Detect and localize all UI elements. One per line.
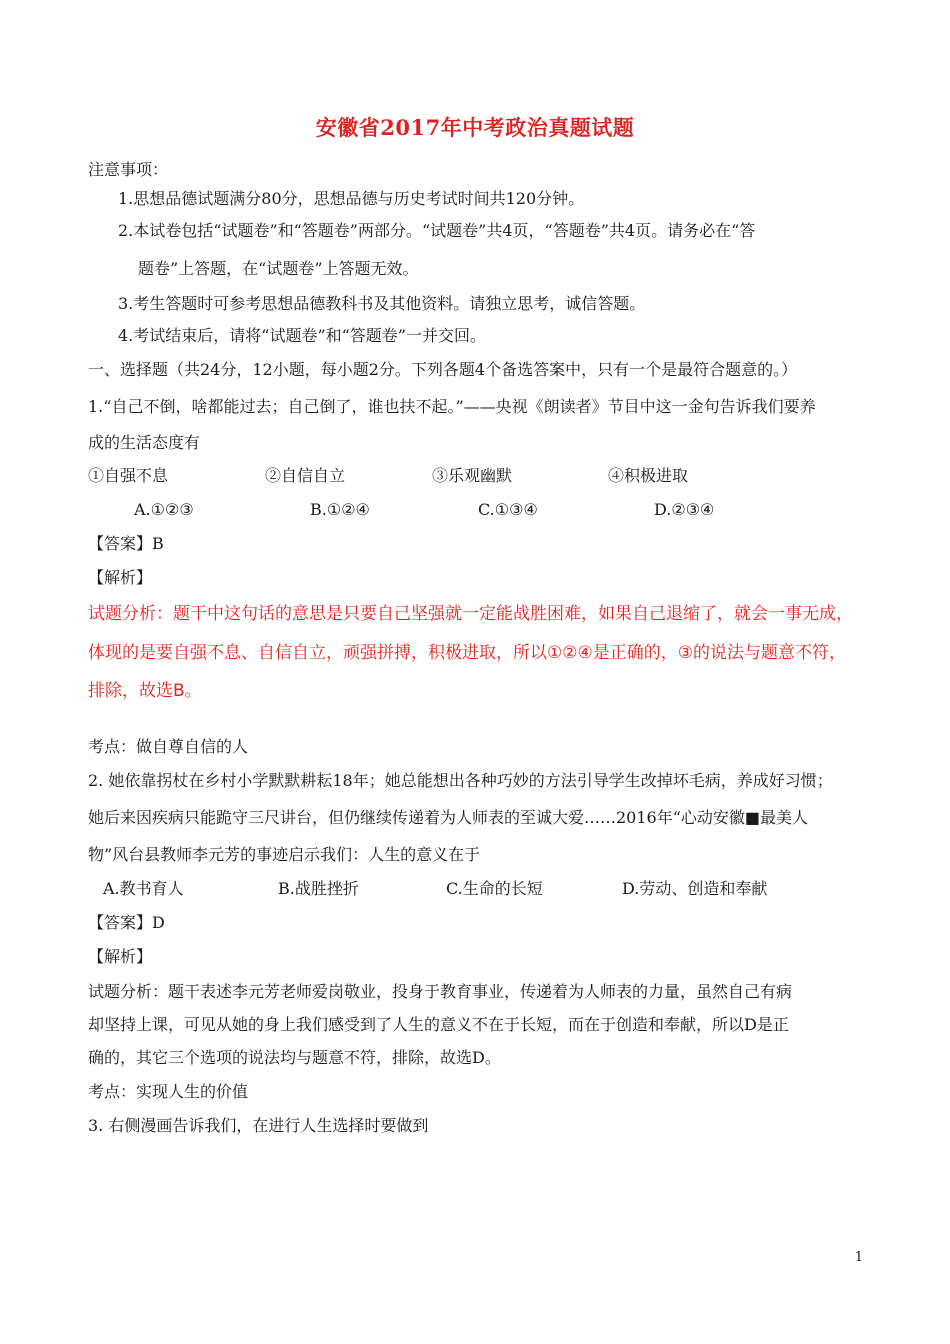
q1-item-4: ④积极进取 [608,466,689,485]
page-number: 1 [854,1250,863,1265]
q2-answer: 【答案】D [88,913,165,932]
q2-analysis-label: 【解析】 [88,947,153,966]
page-title: 安徽省2017年中考政治真题试题 [315,115,635,140]
q1-point: 考点：做自尊自信的人 [88,737,249,756]
q2-option-d: D.劳动、创造和奉献 [622,879,768,898]
q3-stem: 3. 右侧漫画告诉我们，在进行人生选择时要做到 [88,1116,429,1135]
notice-heading: 注意事项： [88,160,169,179]
q2-analysis-line2: 却坚持上课，可见从她的身上我们感受到了人生的意义不在于长短，而在于创造和奉献，所以D是正 [88,1015,789,1034]
q1-answer: 【答案】B [88,534,164,553]
q1-analysis-line1: 试题分析：题干中这句话的意思是只要自己坚强就一定能战胜困难，如果自己退缩了，就会一事无成， [88,604,853,624]
q2-analysis-line3: 确的，其它三个选项的说法均与题意不符，排除，故选D。 [88,1048,501,1067]
q2-point: 考点：实现人生的价值 [88,1082,249,1101]
q1-option-a: A.①②③ [134,500,194,519]
q1-analysis-line3: 排除，故选B。 [88,681,202,701]
notice-item-3: 3.考生答题时可参考思想品德教科书及其他资料。请独立思考，诚信答题。 [118,294,646,313]
q1-analysis-line2: 体现的是要自强不息、自信自立，顽强拼搏，积极进取，所以①②④是正确的，③的说法与题意不符， [88,643,846,663]
q2-stem-line2: 她后来因疾病只能跪守三尺讲台，但仍继续传递着为人师表的至诚大爱……2016年“心动安徽■最美人 [88,808,809,827]
q1-option-d: D.②③④ [654,500,715,519]
notice-item-1: 1.思想品德试题满分80分，思想品德与历史考试时间共120分钟。 [118,189,585,208]
q1-item-1: ①自强不息 [88,466,169,485]
q2-option-a: A.教书育人 [103,879,184,898]
q2-option-b: B.战胜挫折 [278,879,359,898]
section-heading: 一、选择题（共24分，12小题，每小题2分。下列各题4个备选答案中，只有一个是最符合题意的。） [88,360,798,379]
q1-analysis-label: 【解析】 [88,568,153,587]
q1-option-b: B.①②④ [310,500,370,519]
notice-item-2-cont: 题卷”上答题，在“试题卷”上答题无效。 [138,259,419,278]
q2-option-c: C.生命的长短 [446,879,543,898]
notice-item-4: 4.考试结束后，请将“试题卷”和“答题卷”一并交回。 [118,326,486,345]
q2-analysis-line1: 试题分析：题干表述李元芳老师爱岗敬业，投身于教育事业，传递着为人师表的力量，虽然自己有病 [88,982,793,1001]
notice-item-2: 2.本试卷包括“试题卷”和“答题卷”两部分。“试题卷”共4页，“答题卷”共4页。请务必在“答 [118,221,756,240]
q1-option-c: C.①③④ [478,500,538,519]
q2-stem-line3: 物”风台县教师李元芳的事迹启示我们：人生的意义在于 [88,845,481,864]
q2-stem-line1: 2. 她依靠拐杖在乡村小学默默耕耘18年；她总能想出各种巧妙的方法引导学生改掉坏毛病，养成好习惯； [88,771,833,790]
q1-stem-line1: 1.“自己不倒，啥都能过去；自己倒了，谁也扶不起。”——央视《朗读者》节目中这一金句告诉我们要养 [88,397,816,416]
q1-item-2: ②自信自立 [265,466,346,485]
q1-stem-line2: 成的生活态度有 [88,433,201,452]
q1-item-3: ③乐观幽默 [432,466,513,485]
